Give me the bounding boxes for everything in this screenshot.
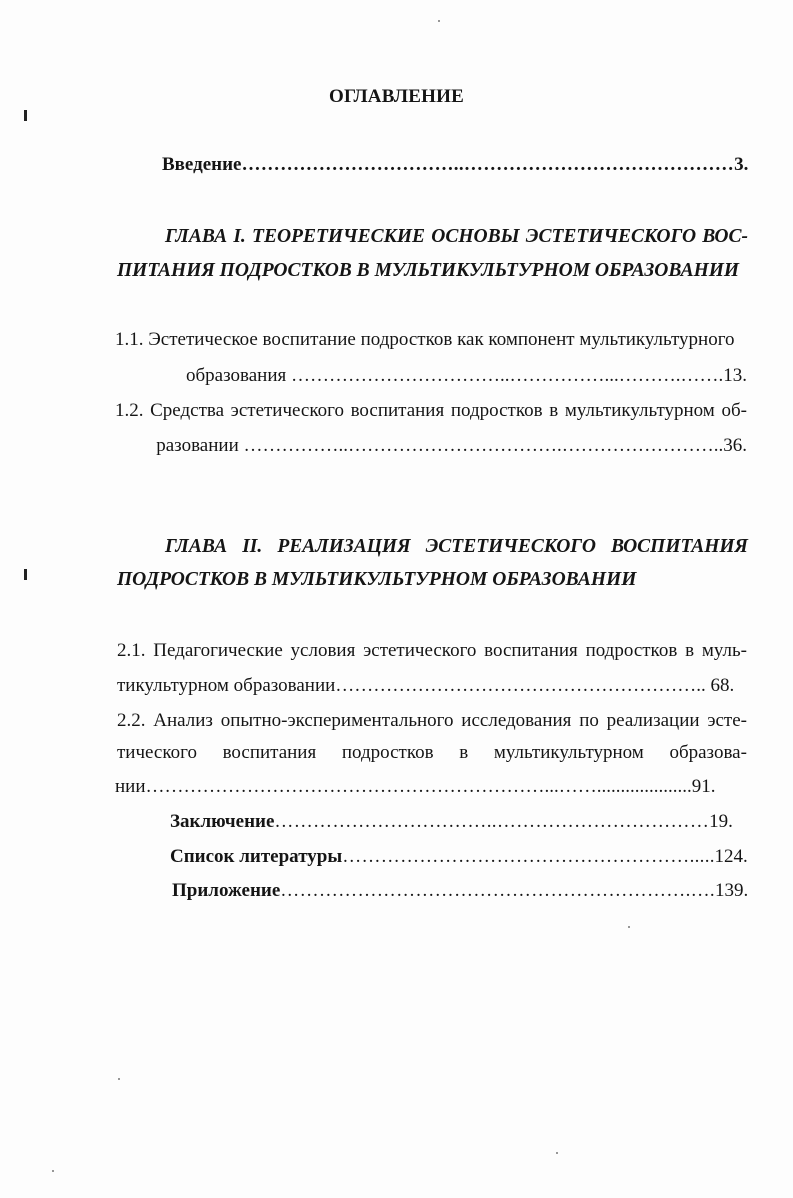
toc-entry-1-1-line1[interactable]: 1.1. Эстетическое воспитание подростков как компонент мультикультурного (115, 329, 735, 350)
scan-mark (24, 569, 27, 580)
heading-word: ВОСПИТАНИЯ (611, 536, 748, 557)
entry-word: 1.2. (115, 400, 144, 421)
entry-word: эстетического (230, 400, 344, 421)
toc-entry-conclusion[interactable] (170, 811, 733, 833)
toc-entry-1-1-line2[interactable]: образования ……………………………..……………...……….…….13. (186, 365, 747, 386)
toc-page-number: 3. (734, 154, 749, 175)
chapter-2-heading-line1[interactable] (165, 536, 748, 558)
heading-word: ОСНОВЫ (431, 226, 520, 247)
toc-leader-dots: ……………………………………………….... (342, 846, 710, 867)
heading-word: I. (233, 226, 246, 247)
toc-entry-2-2-line1[interactable] (117, 710, 747, 732)
entry-word: муль- (701, 640, 747, 661)
heading-word: ВОС- (702, 226, 748, 247)
toc-label: Заключение (170, 811, 275, 832)
entry-word: воспитания (222, 742, 317, 763)
scan-speck (52, 1170, 54, 1172)
toc-page-number: 19. (709, 811, 733, 832)
scan-speck (118, 1078, 120, 1080)
entry-word: мультикультурном (564, 400, 715, 421)
toc-entry-2-2-line2[interactable] (117, 742, 747, 764)
heading-word: ГЛАВА (165, 536, 228, 557)
toc-leader-dots: ……………………………..…………………………… (274, 811, 710, 832)
heading-word: ЭСТЕТИЧЕСКОГО (425, 536, 596, 557)
entry-word: воспитания (484, 640, 578, 661)
heading-word: ГЛАВА (165, 226, 228, 247)
scan-speck (556, 1152, 558, 1154)
toc-entry-2-2-line3[interactable]: нии………………………………………………………...……....................91. (115, 776, 716, 797)
entry-word: 2.1. (117, 640, 146, 661)
page-title: ОГЛАВЛЕНИЕ (329, 86, 464, 107)
scan-mark (24, 110, 27, 121)
entry-word: воспитания (350, 400, 445, 421)
entry-word: подростков (450, 400, 543, 421)
entry-word: подростков (341, 742, 434, 763)
toc-leader-dots: ……………………………..…………………………………… (241, 154, 735, 175)
entry-word: опытно-экспериментального (220, 710, 454, 731)
toc-entry-introduction[interactable] (162, 154, 748, 176)
chapter-2-heading-line2: ПОДРОСТКОВ В МУЛЬТИКУЛЬТУРНОМ ОБРАЗОВАНИИ (117, 569, 637, 590)
toc-entry-2-1-line1[interactable] (117, 640, 747, 662)
scan-speck (628, 926, 630, 928)
toc-entry-1-2-line2[interactable]: разовании ……………..…………………………….……………………..36. (156, 435, 747, 456)
heading-word: ТЕОРЕТИЧЕСКИЕ (252, 226, 426, 247)
entry-word: Педагогические (153, 640, 283, 661)
chapter-1-heading-line2: ПИТАНИЯ ПОДРОСТКОВ В МУЛЬТИКУЛЬТУРНОМ ОБРАЗОВАНИИ (117, 260, 740, 281)
chapter-1-heading-line1[interactable] (165, 226, 748, 248)
entry-word: в (685, 640, 695, 661)
entry-word: Средства (150, 400, 225, 421)
toc-leader-dots: ……………………………………………………….…. (280, 880, 715, 901)
toc-label: Приложение (172, 880, 281, 901)
toc-label: Список литературы (170, 846, 343, 867)
entry-word: эсте- (707, 710, 747, 731)
entry-word: в (459, 742, 469, 763)
entry-word: по (579, 710, 599, 731)
toc-entry-appendix[interactable] (172, 880, 748, 902)
entry-word: исследования (461, 710, 572, 731)
toc-page-number: .124. (709, 846, 748, 867)
entry-word: мультикультурном (493, 742, 644, 763)
heading-word: II. (242, 536, 263, 557)
heading-word: РЕАЛИЗАЦИЯ (277, 536, 411, 557)
entry-word: Анализ (153, 710, 213, 731)
heading-word: ЭСТЕТИЧЕСКОГО (525, 226, 697, 247)
entry-word: реализации (606, 710, 700, 731)
entry-word: эстетического (363, 640, 477, 661)
toc-entry-1-2-line1[interactable] (115, 400, 747, 422)
toc-label: Введение (162, 154, 242, 175)
toc-page-number: 139. (714, 880, 749, 901)
entry-word: в (549, 400, 559, 421)
entry-word: 2.2. (117, 710, 146, 731)
entry-word: тического (117, 742, 197, 763)
entry-word: образова- (669, 742, 747, 763)
entry-word: условия (290, 640, 356, 661)
scan-speck (438, 20, 440, 22)
toc-entry-bibliography[interactable] (170, 846, 748, 868)
toc-entry-2-1-line2[interactable]: тикультурном образовании………………………………………………….. 68. (117, 675, 735, 696)
entry-word: об- (721, 400, 747, 421)
entry-word: подростков (585, 640, 678, 661)
